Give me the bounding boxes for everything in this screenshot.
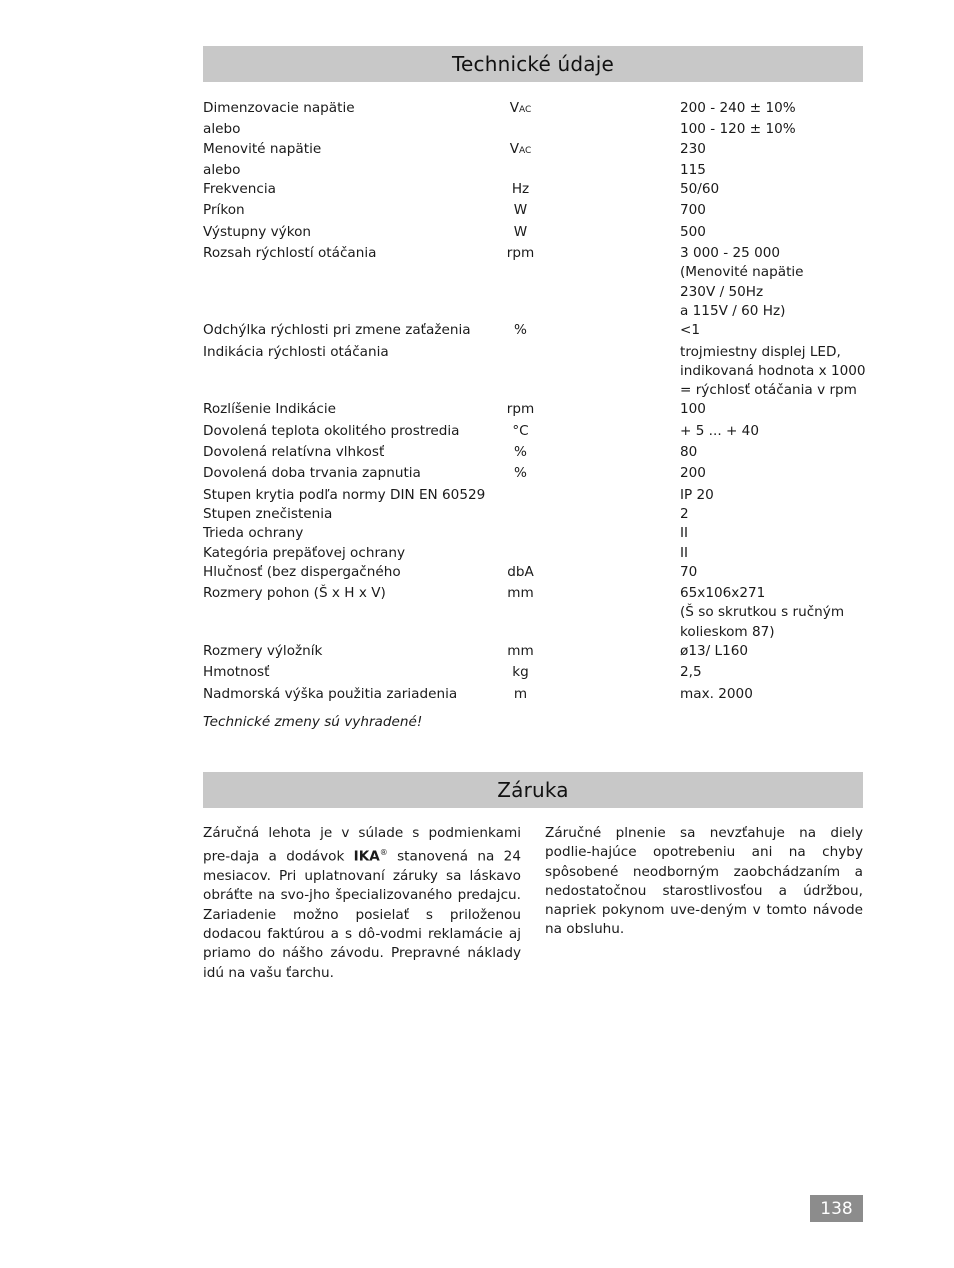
warranty-paragraph [203, 824, 521, 983]
warranty-column-left [203, 824, 521, 983]
spec-unit [473, 563, 568, 584]
spec-value [680, 505, 863, 524]
spec-row [203, 464, 863, 485]
spec-value-line: 3 000 - 25 000 [680, 245, 781, 262]
spec-label: Rozlíšenie Indikácie [203, 401, 336, 418]
spec-unit-main: Hz [511, 181, 530, 198]
spec-label: Príkon [203, 202, 245, 219]
spec-label: Hmotnosť [203, 664, 270, 681]
spec-table [203, 99, 866, 706]
spec-value [680, 99, 863, 120]
page-number: 138 [810, 1195, 863, 1222]
spec-row [203, 400, 863, 421]
spec-value-line: II [680, 525, 689, 542]
spec-value-line: (Menovité napätie [680, 264, 804, 281]
spec-value [680, 663, 863, 684]
spec-label: Frekvencia [203, 181, 276, 198]
spec-label: Výstupny výkon [203, 223, 312, 240]
spec-value [680, 642, 863, 663]
spec-row [203, 524, 863, 543]
spec-value-line: = rýchlosť otáčania v rpm [680, 382, 857, 399]
spec-label: Trieda ochrany [203, 525, 304, 542]
spec-row [203, 321, 863, 342]
spec-row [203, 161, 863, 180]
spec-label: Rozmery pohon (Š x H x V) [203, 585, 386, 602]
spec-value-line: 200 - 240 ± 10% [680, 100, 796, 116]
spec-label: Dovolená teplota okolitého prostredia [203, 422, 460, 439]
section-title: Technické údaje [451, 52, 615, 76]
spec-value [680, 244, 863, 321]
spec-row [203, 443, 863, 464]
spec-value-line: IP 20 [680, 486, 714, 503]
spec-unit-main: °C [512, 422, 529, 439]
spec-value [680, 201, 863, 222]
spec-unit [473, 140, 568, 161]
spec-unit-main: W [513, 202, 528, 219]
spec-label: Hlučnosť (bez dispergačného [203, 563, 401, 580]
spec-label: Menovité napätie [203, 140, 322, 157]
spec-label: Dimenzovacie napätie [203, 100, 355, 116]
section-header-technical [203, 46, 863, 82]
spec-value-line: 2,5 [680, 664, 702, 681]
spec-value-line: 115 [680, 161, 706, 178]
spec-label: Dovolená relatívna vlhkosť [203, 444, 385, 461]
spec-label: Nadmorská výška použitia zariadenia [203, 685, 458, 702]
spec-value [680, 140, 863, 161]
spec-label: Rozsah rýchlostí otáčania [203, 245, 377, 262]
spec-value-line: 80 [680, 444, 698, 461]
spec-unit [473, 422, 568, 443]
spec-row [203, 505, 863, 524]
spec-row [203, 343, 866, 401]
spec-value [680, 584, 863, 642]
spec-value-line: <1 [680, 322, 701, 339]
warranty-column-right [545, 824, 863, 940]
spec-unit-main: rpm [506, 401, 535, 418]
spec-unit-main: m [513, 685, 528, 702]
spec-value-line: 700 [680, 202, 706, 219]
spec-unit-main: V [509, 100, 519, 116]
spec-value-line: 2 [680, 505, 689, 522]
spec-label: Rozmery výložník [203, 643, 323, 660]
spec-value-line: 500 [680, 223, 706, 240]
spec-row [203, 422, 863, 443]
spec-row [203, 544, 863, 563]
spec-value-line: (Š so skrutkou s ručným [680, 604, 845, 621]
spec-unit [473, 642, 568, 663]
disclaimer-note: Technické zmeny sú vyhradené! [203, 714, 423, 730]
spec-unit [473, 201, 568, 222]
spec-value [680, 180, 863, 201]
spec-value [680, 486, 863, 505]
spec-value-line: a 115V / 60 Hz) [680, 302, 786, 319]
registered-mark: ® [379, 848, 388, 858]
spec-unit-main: % [514, 444, 527, 461]
spec-value [680, 321, 863, 342]
spec-unit [473, 99, 568, 120]
spec-unit [473, 464, 568, 485]
spec-unit [473, 400, 568, 421]
spec-label: alebo [203, 161, 241, 178]
spec-row [203, 140, 863, 161]
spec-unit-main: mm [507, 585, 534, 602]
spec-value-line: max. 2000 [680, 685, 753, 702]
brand-name: IKA [353, 848, 380, 865]
spec-label: Indikácia rýchlosti otáčania [203, 343, 389, 360]
spec-unit [473, 443, 568, 464]
spec-value [680, 343, 866, 401]
spec-unit [473, 584, 568, 642]
spec-label: Odchýlka rýchlosti pri zmene zaťaženia [203, 322, 471, 339]
spec-value [680, 544, 863, 563]
spec-value [680, 685, 863, 706]
spec-label: Stupen krytia podľa normy DIN EN 60529 [203, 486, 486, 503]
spec-value-line: + 5 ... + 40 [680, 422, 759, 439]
spec-value-line: trojmiestny displej LED, [680, 343, 841, 360]
spec-row [203, 223, 863, 244]
spec-row [203, 642, 863, 663]
spec-value-line: 100 [680, 401, 706, 418]
spec-value-line: 200 [680, 465, 706, 482]
spec-value [680, 400, 863, 421]
spec-value-line: II [680, 544, 689, 561]
spec-value [680, 524, 863, 543]
spec-unit [473, 685, 568, 706]
warranty-paragraph: Záručné plnenie sa nevzťahuje na diely podlie-hajúce opotrebeniu ani na chyby spôsobené neodborným zaobchádzaním a nedostatočnou starostlivosťou a údržbou, napriek pokynom uve-deným v tomto návode na obsluhu. [545, 825, 863, 938]
spec-value-line: 65x106x271 [680, 585, 766, 602]
spec-unit-main: rpm [506, 245, 535, 262]
spec-value-line: indikovaná hodnota x 1000 [680, 362, 866, 379]
spec-unit [473, 524, 568, 543]
spec-row [203, 120, 863, 139]
spec-unit-sub: AC [519, 145, 532, 156]
spec-value-line: 100 - 120 ± 10% [680, 121, 796, 138]
spec-unit [473, 505, 568, 524]
spec-row [203, 99, 863, 120]
spec-value [680, 120, 863, 139]
spec-unit [473, 120, 568, 139]
spec-value [680, 443, 863, 464]
spec-row [203, 663, 863, 684]
warranty-text: stanovená na 24 mesiacov. Pri uplatnovaní záruky sa láskavo obráťte na svo-jho špecializovaného predajcu. Zariadenie možno posielať s priloženou dodacou faktúrou a s dô-vodmi reklamácie aj priamo do nášho závodu. Prepravné náklady idú na vašu ťarchu. [203, 848, 521, 981]
spec-value [680, 223, 863, 244]
section-title: Záruka [497, 778, 569, 802]
spec-unit [473, 244, 568, 321]
spec-unit-sub: AC [519, 105, 532, 115]
spec-value-line: ø13/ L160 [680, 643, 749, 660]
spec-row [203, 563, 863, 584]
spec-value-line: 70 [680, 563, 698, 580]
spec-value-line: 50/60 [680, 181, 720, 198]
spec-row [203, 584, 863, 642]
spec-unit-main: dbA [507, 563, 534, 580]
spec-label: Stupen znečistenia [203, 505, 333, 522]
spec-unit-main: mm [507, 643, 534, 660]
spec-unit-main: % [514, 465, 527, 482]
spec-unit-main: % [514, 322, 527, 339]
spec-value-line: 230 [680, 140, 706, 157]
spec-value [680, 422, 863, 443]
spec-label: Dovolená doba trvania zapnutia [203, 465, 421, 482]
warranty-text: Záručná lehota je v súlade s podmienkami pre-daja a dodávok [203, 825, 521, 865]
spec-value-line: kolieskom 87) [680, 623, 775, 640]
spec-value-line: 230V / 50Hz [680, 283, 764, 300]
spec-unit [473, 321, 568, 342]
spec-value [680, 563, 863, 584]
spec-row [203, 685, 863, 706]
spec-unit [473, 161, 568, 180]
spec-unit-main: V [509, 140, 519, 157]
spec-value [680, 464, 863, 485]
spec-unit [473, 343, 568, 401]
spec-unit [473, 223, 568, 244]
spec-value [680, 161, 863, 180]
spec-row [203, 180, 863, 201]
spec-unit [473, 544, 568, 563]
spec-row [203, 486, 863, 505]
spec-unit-main: kg [512, 664, 529, 681]
spec-label: Kategória prepäťovej ochrany [203, 544, 406, 561]
spec-row [203, 244, 863, 321]
spec-unit [473, 486, 568, 505]
spec-unit-main: W [513, 223, 528, 240]
spec-label: alebo [203, 121, 241, 138]
spec-unit [473, 663, 568, 684]
section-header-warranty [203, 772, 863, 808]
spec-row [203, 201, 863, 222]
spec-unit [473, 180, 568, 201]
